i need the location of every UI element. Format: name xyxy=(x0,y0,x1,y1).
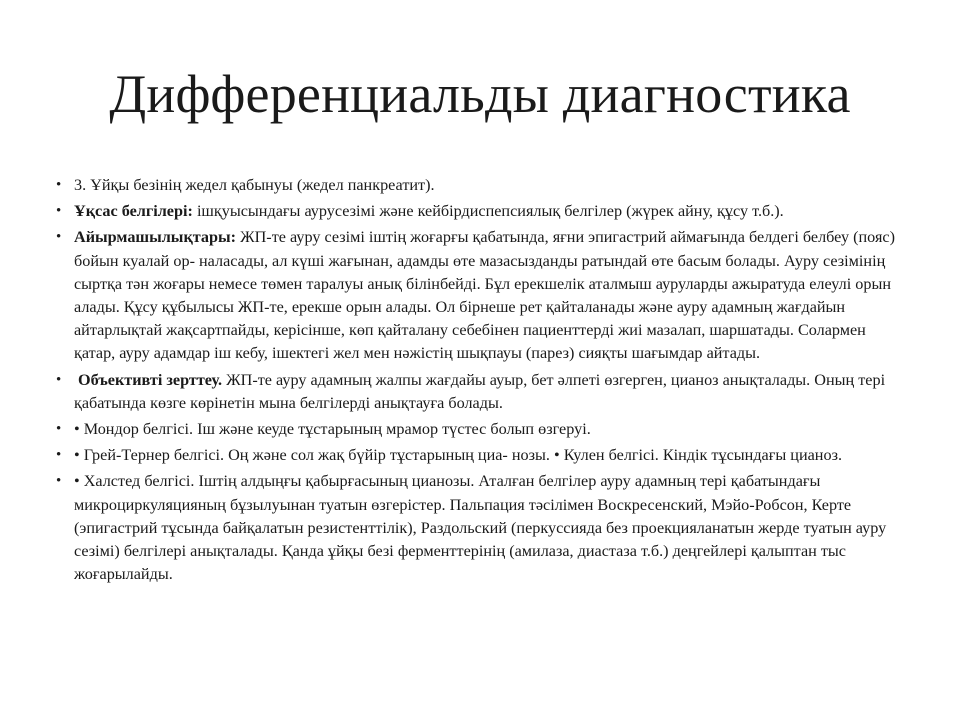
bullet-icon: • xyxy=(56,421,62,438)
item-lead: Ұқсас белгілері: xyxy=(74,202,193,221)
item-text: • Грей-Тернер белгісі. Оң және сол жақ бүйір тұстарының циа- нозы. • Кулен белгісі. Кіндік тұсындағы цианоз. xyxy=(74,446,843,465)
item-text: ЖП-те ауру адамның жалпы жағдайы ауыр, бет әлпеті өзгерген, цианоз анықталады. Оның тері қабатында көзге көрінетін мына белгілерді анықтауға болады. xyxy=(74,370,886,412)
bullet-icon: • xyxy=(56,473,62,490)
list-item xyxy=(52,226,902,365)
bullet-list xyxy=(52,174,902,589)
list-item xyxy=(52,470,902,586)
bullet-icon: • xyxy=(56,229,62,246)
item-text: ЖП-те ауру сезімі іштің жоғарғы қабатында, яғни эпигастрий аймағында белдегі белбеу (пояс) бойын куалай ор- наласады, ал күші жағынан, адамды өте мазасызданды ратындай өте басым болады. Ауру сезімінің сыртқа тән жоғары немесе төмен таралуы анық білінбейді. Бұл ерекшелік аталмыш ауруларды ажыратуда елеулі орын алады. Құсу құбылысы ЖП-те, ерекше орын алады. Ол бірнеше рет қайталанады және ауру адамның жағдайын айтарлықтай жақсартпайды, керісінше, көп қайталану себебінен пациенттерді жиі мазалап, шаршатады. Солармен қатар, ауру адамдар іш кебу, ішектегі жел мен нәжістің шықпауы (парез) сияқты шағымдар айтады. xyxy=(74,228,895,363)
list-item xyxy=(52,200,902,223)
bullet-icon: • xyxy=(56,177,62,193)
list-item xyxy=(52,174,902,197)
bullet-icon: • xyxy=(56,371,62,388)
bullet-icon: • xyxy=(56,203,62,220)
item-lead: Объективті зерттеу. xyxy=(74,370,223,389)
item-text: 3. Ұйқы безінің жедел қабынуы (жедел панкреатит). xyxy=(74,176,435,194)
item-text: • Мондор белгісі. Іш және кеуде тұстарының мрамор түстес болып өзгеруі. xyxy=(74,420,591,439)
bullet-icon: • xyxy=(56,447,62,464)
item-text: • Халстед белгісі. Іштің алдыңғы қабырғасының цианозы. Аталған белгілер ауру адамның тері қабатындағы микроциркуляцияның бұзылуынан туатын өзгерістер. Пальпация тәсілімен Воскресенский, Мэйо-Робсон, Керте (эпигастрий тұсында байқалатын резистенттілік), Раздольский (перкуссияда без проекцияланатын жерде туатын ауру сезімі) белгілері анықталады. Қанда ұйқы безі ферменттерінің (амилаза, диастаза т.б.) деңгейлері қалыптан тыс жоғарылайды. xyxy=(74,472,887,584)
item-text: ішқуысындағы аурусезімі және кейбірдиспепсиялық белгілер (жүрек айну, құсу т.б.). xyxy=(192,202,784,221)
list-item xyxy=(52,369,902,415)
list-item xyxy=(52,418,902,441)
item-lead: Айырмашылықтары: xyxy=(74,228,237,247)
list-item xyxy=(52,444,902,467)
slide-title: Дифференциальды диагностика xyxy=(109,64,851,124)
